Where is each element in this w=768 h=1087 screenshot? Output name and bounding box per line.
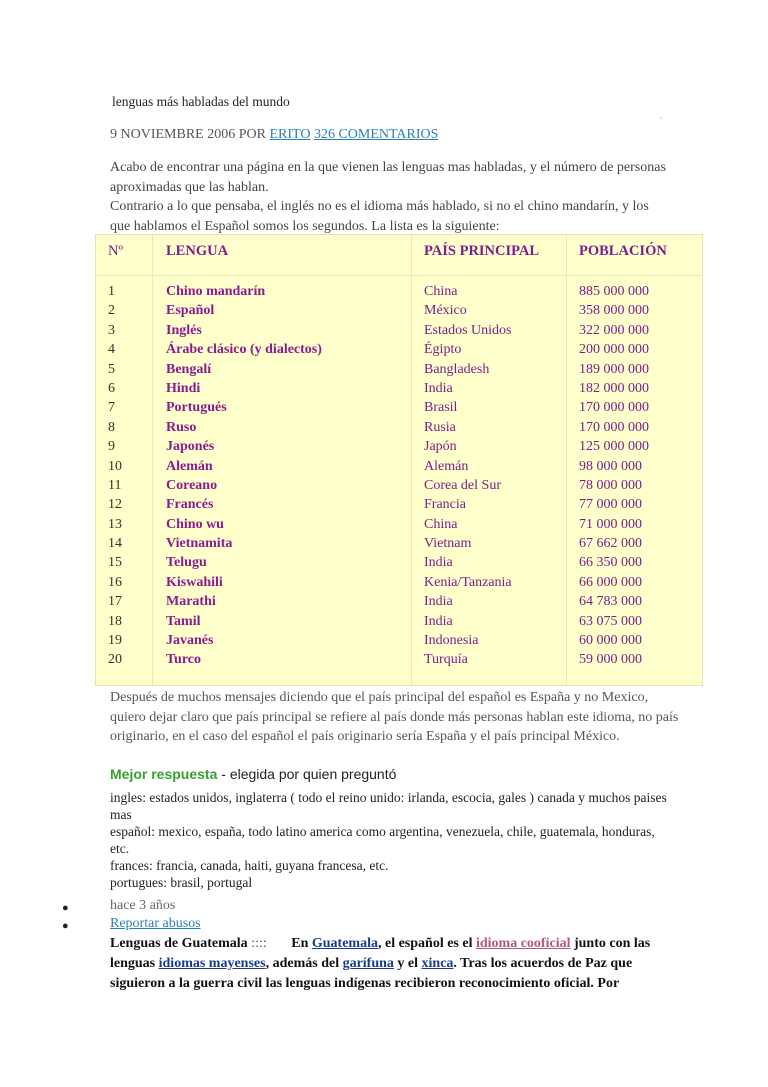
- decorative-dot: [660, 117, 662, 119]
- row-population: 200 000 000: [579, 342, 649, 358]
- table-row: [96, 536, 702, 555]
- row-country: India: [424, 380, 453, 396]
- guatemala-paragraph: [110, 934, 670, 994]
- row-population: 64 783 000: [579, 594, 642, 610]
- row-language: Vietnamita: [166, 536, 233, 552]
- row-number: 16: [108, 574, 122, 590]
- row-country: China: [424, 284, 458, 299]
- row-number: 11: [108, 477, 122, 493]
- row-language: Inglés: [166, 322, 202, 338]
- row-number: 2: [108, 303, 115, 319]
- row-population: 71 000 000: [579, 516, 642, 532]
- xinca-link[interactable]: xinca: [421, 956, 454, 971]
- row-population: 170 000 000: [579, 419, 649, 435]
- row-number: 19: [108, 633, 122, 649]
- row-language: Chino wu: [166, 516, 224, 532]
- row-language: Ruso: [166, 419, 197, 435]
- row-number: 4: [108, 342, 115, 358]
- row-population: 63 075 000: [579, 613, 642, 629]
- row-number: 7: [108, 400, 115, 416]
- table-row: [96, 517, 702, 536]
- table-row: [96, 575, 702, 594]
- clarification-text: [110, 688, 680, 747]
- intro-paragraph-2: Contrario a lo que pensaba, el inglés no es el idioma más hablado, si no el chino mandarín, y los que hablamos el Español somos los segundos. La lista es la siguiente:: [110, 199, 649, 234]
- row-number: 20: [108, 652, 122, 668]
- table-row: [96, 420, 702, 439]
- row-country: India: [424, 613, 453, 629]
- row-language: Hindi: [166, 380, 201, 396]
- row-population: 885 000 000: [579, 284, 649, 299]
- answer-line: ingles: estados unidos, inglaterra ( todo el reino unido: irlanda, escocia, gales ) canada y muchos paises mas: [110, 790, 667, 822]
- row-population: 78 000 000: [579, 477, 642, 493]
- row-country: Turquía: [424, 652, 468, 668]
- row-number: 9: [108, 439, 115, 455]
- row-population: 322 000 000: [579, 322, 649, 338]
- table-row: [96, 555, 702, 574]
- table-row: [96, 614, 702, 633]
- row-country: Kenia/Tanzania: [424, 574, 512, 590]
- header-population: POBLACIÓN: [579, 243, 667, 259]
- row-language: Telugu: [166, 555, 207, 571]
- row-population: 358 000 000: [579, 303, 649, 319]
- header-number: Nº: [108, 243, 123, 259]
- row-country: India: [424, 555, 453, 571]
- table-row: [96, 478, 702, 497]
- row-language: Kiswahili: [166, 574, 223, 590]
- row-language: Coreano: [166, 477, 218, 493]
- row-population: 182 000 000: [579, 380, 649, 396]
- report-abuse-link[interactable]: Reportar abusos: [110, 916, 201, 931]
- row-population: 60 000 000: [579, 633, 642, 649]
- row-population: 98 000 000: [579, 458, 642, 474]
- byline-date: 9 NOVIEMBRE 2006 POR: [110, 127, 270, 142]
- row-language: Chino mandarín: [166, 284, 266, 299]
- table-row: [96, 284, 702, 303]
- text-segment: y el: [393, 956, 422, 971]
- table-row: [96, 439, 702, 458]
- row-population: 170 000 000: [579, 400, 649, 416]
- bullet-icon: ●: [62, 902, 69, 914]
- answer-line: portugues: brasil, portugal: [110, 875, 253, 890]
- row-number: 8: [108, 419, 115, 435]
- header-country: PAÍS PRINCIPAL: [424, 243, 540, 259]
- byline: [110, 127, 438, 143]
- intro-paragraph-1: Acabo de encontrar una página en la que vienen las lenguas mas habladas, y el número de personas aproximadas que las hablan.: [110, 160, 666, 195]
- row-language: Turco: [166, 652, 202, 668]
- row-population: 67 662 000: [579, 536, 642, 552]
- row-language: Alemán: [166, 458, 213, 474]
- author-link[interactable]: ERITO: [269, 127, 311, 142]
- row-number: 13: [108, 516, 122, 532]
- meta-list: [62, 898, 682, 934]
- row-number: 1: [108, 284, 115, 299]
- row-language: Japonés: [166, 439, 215, 455]
- row-country: Égipto: [424, 342, 462, 358]
- row-country: Estados Unidos: [424, 322, 512, 338]
- languages-table: [95, 234, 703, 686]
- bullet-icon: ●: [62, 920, 69, 932]
- garifuna-link[interactable]: garífuna: [342, 956, 394, 971]
- answer-line: español: mexico, españa, todo latino america como argentina, venezuela, chile, guatemala, honduras, etc.: [110, 824, 655, 856]
- comments-link[interactable]: 326 COMENTARIOS: [313, 127, 439, 142]
- row-number: 12: [108, 497, 122, 513]
- row-language: Tamil: [166, 613, 201, 629]
- row-population: 59 000 000: [579, 652, 642, 668]
- text-segment: En: [291, 936, 312, 951]
- row-country: Indonesia: [424, 633, 479, 649]
- table-row: [96, 400, 702, 419]
- table-row: [96, 303, 702, 322]
- table-row: [96, 459, 702, 478]
- list-item: [62, 916, 682, 934]
- best-answer-header: [110, 766, 396, 782]
- row-number: 15: [108, 555, 122, 571]
- clarification-paragraph: Después de muchos mensajes diciendo que el país principal del español es España y no Mexico, quiero dejar claro que país principal se refiere al país donde más personas hablan este idioma, no país originario, en el caso del español el país originario sería España y el país principal México.: [110, 690, 679, 744]
- guatemala-link[interactable]: Guatemala: [311, 936, 378, 951]
- row-country: India: [424, 594, 453, 610]
- row-country: Rusia: [424, 419, 456, 435]
- text-segment: junto con las lenguas: [110, 936, 651, 971]
- header-divider: [96, 275, 702, 276]
- row-number: 14: [108, 536, 122, 552]
- guatemala-heading: Lenguas de Guatemala: [110, 936, 248, 951]
- page-title: lenguas más habladas del mundo: [112, 94, 290, 109]
- row-language: Árabe clásico (y dialectos): [166, 342, 322, 358]
- row-language: Español: [166, 303, 215, 319]
- row-language: Marathi: [166, 594, 216, 610]
- row-country: Brasil: [424, 400, 458, 416]
- row-country: Japón: [424, 439, 457, 455]
- text-segment: , el español es el: [377, 936, 476, 951]
- official-language-link[interactable]: idioma cooficial: [475, 936, 571, 951]
- best-answer-body: [110, 789, 670, 891]
- row-population: 189 000 000: [579, 361, 649, 377]
- list-item: [62, 898, 682, 916]
- intro-text: [110, 158, 670, 236]
- row-number: 5: [108, 361, 115, 377]
- row-country: China: [424, 516, 458, 532]
- mayan-languages-link[interactable]: idiomas mayenses: [158, 956, 266, 971]
- best-answer-suffix: - elegida por quien preguntó: [217, 766, 397, 782]
- row-country: Vietnam: [424, 536, 472, 552]
- row-population: 66 350 000: [579, 555, 642, 571]
- row-population: 66 000 000: [579, 574, 642, 590]
- table-row: [96, 652, 702, 671]
- time-ago: hace 3 años: [110, 898, 176, 913]
- row-population: 125 000 000: [579, 439, 649, 455]
- row-country: Francia: [424, 497, 466, 513]
- table-body: [96, 284, 702, 672]
- answer-line: frances: francia, canada, haiti, guyana francesa, etc.: [110, 858, 389, 873]
- row-country: Bangladesh: [424, 361, 490, 377]
- table-row: [96, 594, 702, 613]
- table-row: [96, 342, 702, 361]
- table-row: [96, 381, 702, 400]
- row-number: 10: [108, 458, 122, 474]
- row-language: Francés: [166, 497, 214, 513]
- table-row: [96, 362, 702, 381]
- row-language: Bengalí: [166, 361, 212, 377]
- row-language: Javanés: [166, 633, 214, 649]
- row-language: Portugués: [166, 400, 227, 416]
- row-population: 77 000 000: [579, 497, 642, 513]
- table-row: [96, 497, 702, 516]
- header-language: LENGUA: [166, 243, 229, 259]
- row-number: 6: [108, 380, 115, 396]
- table-row: [96, 633, 702, 652]
- row-country: Alemán: [424, 458, 469, 474]
- row-country: Corea del Sur: [424, 477, 501, 493]
- text-segment: . Tras los acuerdos de Paz que siguieron a la guerra civil las lenguas indígenas recibieron reconocimiento oficial. Por: [110, 956, 633, 991]
- row-number: 18: [108, 613, 122, 629]
- text-segment: , además del: [265, 956, 343, 971]
- table-row: [96, 323, 702, 342]
- best-answer-label: Mejor respuesta: [110, 766, 218, 782]
- separator: ::::: [247, 936, 267, 951]
- row-country: México: [424, 303, 467, 319]
- row-number: 17: [108, 594, 122, 610]
- row-number: 3: [108, 322, 115, 338]
